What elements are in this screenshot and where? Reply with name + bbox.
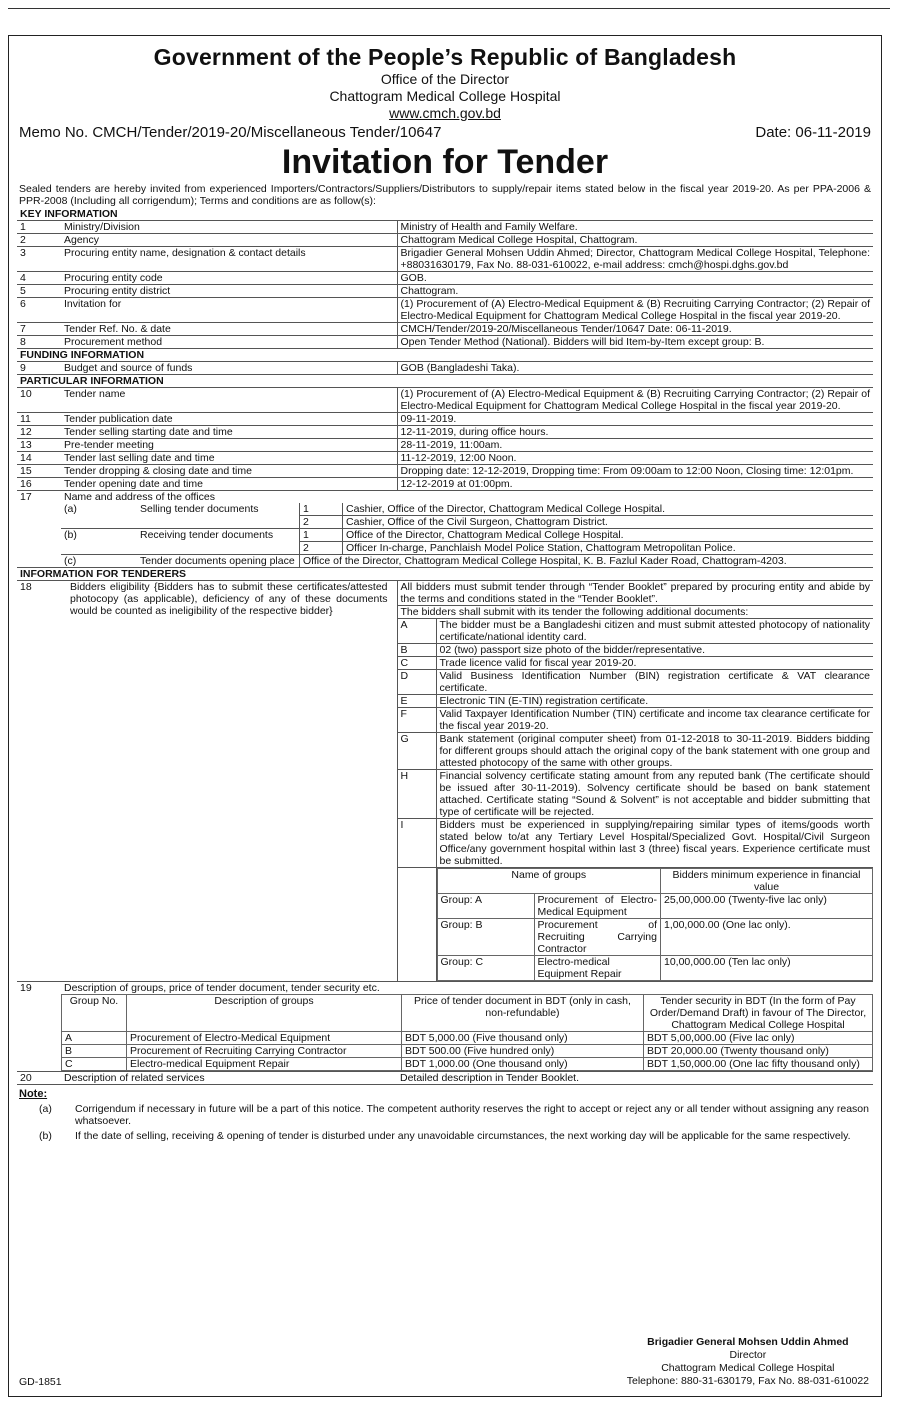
documents-table <box>398 619 874 981</box>
intro-text: Sealed tenders are hereby invited from experienced Importers/Contractors/Suppliers/Distributors to supply/repair items stated below in the fiscal year 2019-20. As per PPA-2006 & PPR-2008 (Including all corrigendum); Terms and conditions are as follow(s): <box>19 183 871 207</box>
row-label: Description of related services <box>61 1072 397 1085</box>
row-number: 15 <box>17 465 61 478</box>
experience-group: Group: A <box>437 894 534 919</box>
row-value: (1) Procurement of (A) Electro-Medical Equipment & (B) Recruiting Carrying Contractor; (2) Repair of Electro-Medical Equipment for Chattogram Medical College Hospital in the fiscal year 2019-20. <box>397 388 873 413</box>
experience-header <box>437 869 873 894</box>
section-key-information <box>17 208 873 221</box>
row-number: 2 <box>17 234 61 247</box>
document-row <box>398 733 874 770</box>
signatory-title: Director <box>729 1349 767 1361</box>
experience-value: 1,00,000.00 (One lac only). <box>661 919 873 956</box>
row-number: 6 <box>17 298 61 323</box>
document-text: 02 (two) passport size photo of the bidder/representative. <box>436 644 873 657</box>
row-value: 12-11-2019, during office hours. <box>397 426 873 439</box>
document-row <box>398 695 874 708</box>
row-label: Tender dropping & closing date and time <box>61 465 397 478</box>
section-funding-information-label: FUNDING INFORMATION <box>17 349 873 362</box>
note-letter: (a) <box>39 1103 52 1115</box>
row-label: Procuring entity district <box>61 285 397 298</box>
section-funding-information <box>17 349 873 362</box>
tender-table <box>17 208 873 1085</box>
row-label: Procuring entity name, designation & contact details <box>61 247 397 272</box>
group-security: BDT 1,50,000.00 (One lac fifty thousand only) <box>644 1058 873 1071</box>
document-row <box>398 644 874 657</box>
row-label: Agency <box>61 234 397 247</box>
document-text: Valid Business Identification Number (BIN) registration certificate & VAT clearance certificate. <box>436 670 873 695</box>
section-particular-information <box>17 375 873 388</box>
group-security: BDT 20,000.00 (Twenty thousand only) <box>644 1045 873 1058</box>
office-row <box>61 555 873 568</box>
document-row <box>398 770 874 819</box>
row-label: Tender publication date <box>61 413 397 426</box>
office-address: Office of the Director, Chattogram Medical College Hospital, K. B. Fazlul Kader Road, Chattogram-4203. <box>303 555 787 567</box>
key-info-row <box>17 323 873 336</box>
offices-row <box>17 491 873 568</box>
key-info-row <box>17 221 873 234</box>
experience-value: 10,00,000.00 (Ten lac only) <box>661 956 873 981</box>
row-number: 3 <box>17 247 61 272</box>
note-heading: Note: <box>19 1088 48 1100</box>
document-letter: C <box>398 657 437 670</box>
row-number: 7 <box>17 323 61 336</box>
row-label: Invitation for <box>61 298 397 323</box>
eligibility-p1: All bidders must submit tender through “Tender Booklet” prepared by procuring entity and abide by the terms and conditions stated in the “Tender Booklet”. <box>398 581 874 606</box>
office-type: Tender documents opening place <box>137 555 300 568</box>
government-heading: Government of the People’s Republic of Bangladesh <box>153 44 737 70</box>
experience-description: Procurement of Recruiting Carrying Contractor <box>534 919 661 956</box>
document-text: Bank statement (original computer sheet) from 01-12-2018 to 30-11-2019. Bidders bidding for different groups should attach the original copy of the bank statement with one group and attested photocopy of the same with other groups. <box>436 733 873 770</box>
row-number: 14 <box>17 452 61 465</box>
experience-description: Procurement of Electro-Medical Equipment <box>534 894 661 919</box>
office-address: Officer In-charge, Panchlaish Model Police Station, Chattogram Metropolitan Police. <box>343 542 874 555</box>
row-value: GOB. <box>397 272 873 285</box>
group-letter: C <box>62 1058 127 1071</box>
memo-date: Date: 06-11-2019 <box>755 124 871 141</box>
document-letter: H <box>398 770 437 819</box>
document-row <box>398 619 874 644</box>
website-link[interactable]: www.cmch.gov.bd <box>389 105 501 121</box>
row-value: Brigadier General Mohsen Uddin Ahmed; Director, Chattogram Medical College Hospital, Telephone: +88031630179, Fax No. 88-031-610022, e-mail address: cmch@hospi.dghs.gov.bd <box>397 247 873 272</box>
offices-label: Name and address of the offices <box>64 491 215 503</box>
group-price: BDT 500.00 (Five hundred only) <box>402 1045 644 1058</box>
eligibility-p2: The bidders shall submit with its tender the following additional documents: <box>398 606 874 619</box>
row-number: 16 <box>17 478 61 491</box>
offices-table <box>61 503 873 567</box>
office-address: Cashier, Office of the Civil Surgeon, Chattogram District. <box>343 516 874 529</box>
experience-group: Group: C <box>437 956 534 981</box>
groups-header <box>62 995 873 1032</box>
document-letter: A <box>398 619 437 644</box>
section-key-information-label: KEY INFORMATION <box>17 208 873 221</box>
footer-code: GD-1851 <box>19 1376 62 1388</box>
row-number: 19 <box>17 982 61 1072</box>
document-letter: F <box>398 708 437 733</box>
row-value: (1) Procurement of (A) Electro-Medical Equipment & (B) Recruiting Carrying Contractor; (2) Repair of Electro-Medical Equipment for Chattogram Medical College Hospital in the fiscal year 2019-20. <box>397 298 873 323</box>
groups-cell <box>61 982 873 1072</box>
row-number: 11 <box>17 413 61 426</box>
experience-description: Electro-medical Equipment Repair <box>534 956 661 981</box>
office-row <box>61 529 873 542</box>
row-label: Pre-tender meeting <box>61 439 397 452</box>
section-information-for-tenderers <box>17 568 873 581</box>
office-letter: (b) <box>61 529 137 555</box>
particular-row <box>17 478 873 491</box>
document-letter: E <box>398 695 437 708</box>
group-description: Procurement of Recruiting Carrying Contractor <box>127 1045 402 1058</box>
row-value: 28-11-2019, 11:00am. <box>397 439 873 452</box>
office-address: Office of the Director, Chattogram Medical College Hospital. <box>343 529 874 542</box>
particular-row <box>17 388 873 413</box>
row-label: Procuring entity code <box>61 272 397 285</box>
office-row <box>61 503 873 516</box>
document-text: Financial solvency certificate stating amount from any reputed bank (The certificate should be issued after 30-11-2019). Solvency certificate should be based on bank statement attached. Certificate stating “Sound & Solvent” is not acceptable and bidder submitting that type of certificate will be rejected. <box>436 770 873 819</box>
experience-group-row <box>437 894 873 919</box>
group-letter: B <box>62 1045 127 1058</box>
document-row <box>398 670 874 695</box>
key-info-row <box>17 298 873 323</box>
row-value: GOB (Bangladeshi Taka). <box>397 362 873 375</box>
services-row <box>17 1072 873 1085</box>
document-letter: G <box>398 733 437 770</box>
note-text: Corrigendum if necessary in future will be a part of this notice. The competent authority reserves the right to accept or reject any or all tender without assigning any reason whatsoever. <box>75 1103 869 1127</box>
offices-cell <box>61 491 873 568</box>
row-value: Open Tender Method (National). Bidders will bid Item-by-Item except group: B. <box>397 336 873 349</box>
group-row <box>62 1045 873 1058</box>
group-row <box>62 1058 873 1071</box>
row-value: Chattogram Medical College Hospital, Chattogram. <box>397 234 873 247</box>
groups-head-security: Tender security in BDT (In the form of Pay Order/Demand Draft) in favour of The Director, Chattogram Medical College Hospital <box>644 995 873 1032</box>
row-value: Chattogram. <box>397 285 873 298</box>
row-label: Tender Ref. No. & date <box>61 323 397 336</box>
experience-value: 25,00,000.00 (Twenty-five lac only) <box>661 894 873 919</box>
experience-head-groups: Name of groups <box>437 869 661 894</box>
group-price: BDT 5,000.00 (Five thousand only) <box>402 1032 644 1045</box>
office-address: Cashier, Office of the Director, Chattogram Medical College Hospital. <box>343 503 874 516</box>
document-letter: I <box>398 819 437 868</box>
document-text: Bidders must be experienced in supplying/repairing similar types of items/goods worth stated below to/at any Tertiary Level Hospital/Specialized Govt. Hospital/Civil Surgeon Office/any government hospital within last 3 (three) fiscal years. Experience certificate must be submitted. <box>436 819 873 868</box>
signature-block <box>627 1336 869 1388</box>
eligibility-row <box>17 581 873 982</box>
section-particular-information-label: PARTICULAR INFORMATION <box>17 375 873 388</box>
groups-head-price: Price of tender document in BDT (only in cash, non-refundable) <box>402 995 644 1032</box>
document-text: Trade licence valid for fiscal year 2019-20. <box>436 657 873 670</box>
row-number: 1 <box>17 221 61 234</box>
row-number: 4 <box>17 272 61 285</box>
signatory-contact: Telephone: 880-31-630179, Fax No. 88-031-610022 <box>626 1375 869 1387</box>
office-letter: (a) <box>61 503 137 529</box>
section-information-for-tenderers-label: INFORMATION FOR TENDERERS <box>17 568 873 581</box>
key-info-row <box>17 234 873 247</box>
document-row <box>398 708 874 733</box>
hospital-line: Chattogram Medical College Hospital <box>329 88 561 104</box>
row-number: 17 <box>17 491 61 568</box>
spacer-cell <box>398 868 437 982</box>
experience-head-value: Bidders minimum experience in financial value <box>661 869 873 894</box>
row-label: Budget and source of funds <box>61 362 397 375</box>
row-number: 20 <box>17 1072 61 1085</box>
particular-row <box>17 426 873 439</box>
row-number: 5 <box>17 285 61 298</box>
group-description: Procurement of Electro-Medical Equipment <box>127 1032 402 1045</box>
group-price: BDT 1,000.00 (One thousand only) <box>402 1058 644 1071</box>
particular-row <box>17 452 873 465</box>
row-label: Tender selling starting date and time <box>61 426 397 439</box>
key-info-row <box>17 247 873 272</box>
page-title: Invitation for Tender <box>281 143 609 181</box>
experience-group: Group: B <box>437 919 534 956</box>
groups-row <box>17 982 873 1072</box>
groups-head-no: Group No. <box>62 995 127 1032</box>
document-row <box>398 657 874 670</box>
row-label: Procurement method <box>61 336 397 349</box>
office-index: 2 <box>300 516 343 529</box>
groups-table <box>61 994 873 1071</box>
row-number: 8 <box>17 336 61 349</box>
row-value: Dropping date: 12-12-2019, Dropping time: From 09:00am to 12:00 Noon, Closing time: 12:01pm. <box>397 465 873 478</box>
row-number: 12 <box>17 426 61 439</box>
memo-row <box>9 124 881 141</box>
memo-number: Memo No. CMCH/Tender/2019-20/Miscellaneous Tender/10647 <box>19 124 442 141</box>
signatory-name: Brigadier General Mohsen Uddin Ahmed <box>647 1336 849 1348</box>
groups-head-desc: Description of groups <box>127 995 402 1032</box>
eligibility-cell <box>397 581 873 982</box>
row-label: Bidders eligibility {Bidders has to submit these certificates/attested photocopy (as applicable), deficiency of any of these documents would be counted as ineligibility of the respective bidder} <box>61 581 397 982</box>
group-security: BDT 5,00,000.00 (Five lac only) <box>644 1032 873 1045</box>
office-line: Office of the Director <box>380 71 510 87</box>
group-row <box>62 1032 873 1045</box>
note-letter: (b) <box>39 1130 52 1142</box>
key-info-row <box>17 336 873 349</box>
key-info-row <box>17 272 873 285</box>
row-value: CMCH/Tender/2019-20/Miscellaneous Tender/10647 Date: 06-11-2019. <box>397 323 873 336</box>
office-type: Selling tender documents <box>137 503 300 529</box>
row-label: Tender name <box>61 388 397 413</box>
office-index: 2 <box>300 542 343 555</box>
document-text: Valid Taxpayer Identification Number (TIN) certificate and income tax clearance certificate for the fiscal year 2019-20. <box>436 708 873 733</box>
row-label: Tender last selling date and time <box>61 452 397 465</box>
experience-row <box>398 868 874 982</box>
group-description: Electro-medical Equipment Repair <box>127 1058 402 1071</box>
row-value: Ministry of Health and Family Welfare. <box>397 221 873 234</box>
office-index: 1 <box>300 503 343 516</box>
key-info-row <box>17 285 873 298</box>
document-text: Electronic TIN (E-TIN) registration certificate. <box>436 695 873 708</box>
office-type: Receiving tender documents <box>137 529 300 555</box>
funding-row <box>17 362 873 375</box>
office-index: 1 <box>300 529 343 542</box>
document-letter: D <box>398 670 437 695</box>
document-text: The bidder must be a Bangladeshi citizen and must submit attested photocopy of nationality certificate/national identity card. <box>436 619 873 644</box>
groups-label: Description of groups, price of tender document, tender security etc. <box>64 982 380 994</box>
particular-row <box>17 439 873 452</box>
particular-row <box>17 413 873 426</box>
experience-cell <box>436 868 873 982</box>
experience-table <box>437 868 874 981</box>
row-label: Tender opening date and time <box>61 478 397 491</box>
row-value: 12-12-2019 at 01:00pm. <box>397 478 873 491</box>
particular-row <box>17 465 873 478</box>
signatory-org: Chattogram Medical College Hospital <box>661 1362 835 1374</box>
note-item <box>9 1103 881 1127</box>
row-number: 13 <box>17 439 61 452</box>
document-row <box>398 819 874 868</box>
notes-list <box>9 1103 881 1142</box>
experience-group-row <box>437 919 873 956</box>
office-letter: (c) <box>64 555 77 567</box>
row-number: 9 <box>17 362 61 375</box>
row-value: Detailed description in Tender Booklet. <box>397 1072 873 1085</box>
row-label: Ministry/Division <box>61 221 397 234</box>
row-value: 11-12-2019, 12:00 Noon. <box>397 452 873 465</box>
row-value: 09-11-2019. <box>397 413 873 426</box>
row-number: 18 <box>17 581 61 982</box>
tender-notice <box>8 35 882 1397</box>
note-item <box>9 1130 881 1142</box>
row-number: 10 <box>17 388 61 413</box>
document-letter: B <box>398 644 437 657</box>
note-text: If the date of selling, receiving & opening of tender is disturbed under any unavoidable circumstances, the next working day will be applicable for the same respectively. <box>75 1130 851 1142</box>
top-rule <box>8 8 890 9</box>
experience-group-row <box>437 956 873 981</box>
group-letter: A <box>62 1032 127 1045</box>
